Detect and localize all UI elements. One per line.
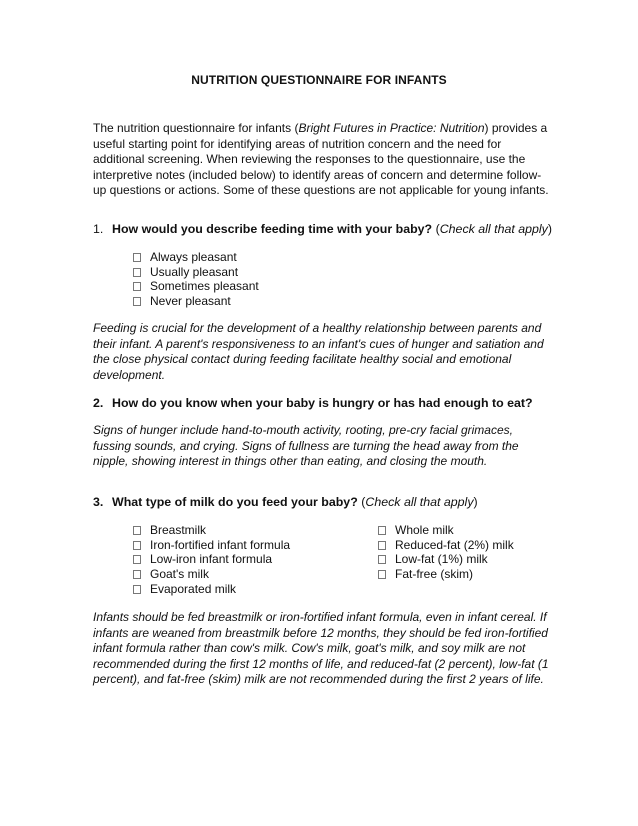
question-2-number: 2. <box>93 396 104 410</box>
option-label: Whole milk <box>395 523 454 537</box>
checkbox[interactable] <box>133 282 141 291</box>
option-label: Reduced-fat (2%) milk <box>395 537 514 552</box>
option-label: Fat-free (skim) <box>395 567 473 582</box>
option-label: Always pleasant <box>150 250 237 264</box>
option-label: Never pleasant <box>150 294 231 309</box>
checkbox[interactable] <box>133 570 141 579</box>
option-label: Sometimes pleasant <box>150 279 259 294</box>
q3-option-low-iron-formula <box>133 552 290 567</box>
q1-option-always-pleasant <box>133 250 259 265</box>
checkbox[interactable] <box>378 555 386 564</box>
question-3-options-left <box>133 523 290 597</box>
checkbox[interactable] <box>133 253 141 262</box>
question-1-options <box>133 250 259 309</box>
option-label: Iron-fortified infant formula <box>150 537 291 552</box>
question-1 <box>93 221 563 237</box>
question-3 <box>93 494 563 510</box>
checkbox[interactable] <box>133 541 141 550</box>
q3-option-reduced-fat-milk <box>378 538 514 553</box>
q3-option-low-fat-milk <box>378 552 514 567</box>
checkbox[interactable] <box>378 570 386 579</box>
intro-text-before: The nutrition questionnaire for infants ( <box>93 121 299 135</box>
question-1-hint: (Check all that apply) <box>435 222 552 236</box>
q3-option-iron-fortified-formula <box>133 538 290 553</box>
question-2-text: How do you know when your baby is hungry or has had enough to eat? <box>112 396 533 410</box>
q3-option-whole-milk <box>378 523 514 538</box>
checkbox[interactable] <box>378 526 386 535</box>
intro-paragraph <box>93 121 549 199</box>
checkbox[interactable] <box>133 526 141 535</box>
question-2-note: Signs of hunger include hand-to-mouth activity, rooting, pre-cry facial grimaces, fussing sounds, and crying. Signs of fullness are turning the head away from the nipple, showing interest in things other than eating, and closing the mouth. <box>93 423 519 469</box>
q3-option-evaporated-milk <box>133 582 290 597</box>
option-label: Low-fat (1%) milk <box>395 552 488 567</box>
question-3-options-right <box>378 523 514 582</box>
checkbox[interactable] <box>133 585 141 594</box>
question-2 <box>93 395 563 411</box>
q1-option-sometimes-pleasant <box>133 279 259 294</box>
option-label: Breastmilk <box>150 523 207 537</box>
intro-text-after: ) provides a useful starting point for identifying areas of nutrition concern and the need for additional screening. When reviewing the responses to the questionnaire, use the interpretive notes (included below) to identify areas of concern and determine follow-up questions or actions. Some of these questions are not applicable for young infants. <box>93 121 549 198</box>
question-3-text: What type of milk do you feed your baby? <box>112 495 358 509</box>
question-3-note: Infants should be fed breastmilk or iron-fortified infant formula, even in infant cereal. If infants are weaned from breastmilk before 12 months, they should be fed iron-fortified infant formula rather than cow's milk. Cow's milk, goat's milk, and soy milk are not recommended during the first 12 months of life, and reduced-fat (2 percent), low-fat (1 percent), and fat-free (skim) milk are not recommended during the first 2 years of life. <box>93 610 549 687</box>
q1-option-usually-pleasant <box>133 265 259 280</box>
question-3-number: 3. <box>93 495 104 509</box>
question-3-hint: (Check all that apply) <box>361 495 478 509</box>
q1-option-never-pleasant <box>133 294 259 309</box>
option-label: Low-iron infant formula <box>150 552 273 567</box>
checkbox[interactable] <box>133 297 141 306</box>
checkbox[interactable] <box>133 555 141 564</box>
checkbox[interactable] <box>378 541 386 550</box>
question-1-note: Feeding is crucial for the development of a healthy relationship between parents and their infant. A parent's responsiveness to an infant's cues of hunger and satiation and the close physical contact during feeding facilitate healthy social and emotional development. <box>93 321 544 382</box>
page-title: NUTRITION QUESTIONNAIRE FOR INFANTS <box>191 73 447 87</box>
option-label: Evaporated milk <box>150 581 237 596</box>
checkbox[interactable] <box>133 268 141 277</box>
option-label: Goat's milk <box>150 567 209 582</box>
q3-option-breastmilk <box>133 523 290 538</box>
question-1-number: 1. <box>93 222 104 236</box>
q3-option-goats-milk <box>133 567 290 582</box>
q3-option-fat-free-milk <box>378 567 514 582</box>
option-label: Usually pleasant <box>150 264 239 279</box>
intro-source: Bright Futures in Practice: Nutrition <box>298 121 485 135</box>
question-1-text: How would you describe feeding time with your baby? <box>112 222 433 236</box>
